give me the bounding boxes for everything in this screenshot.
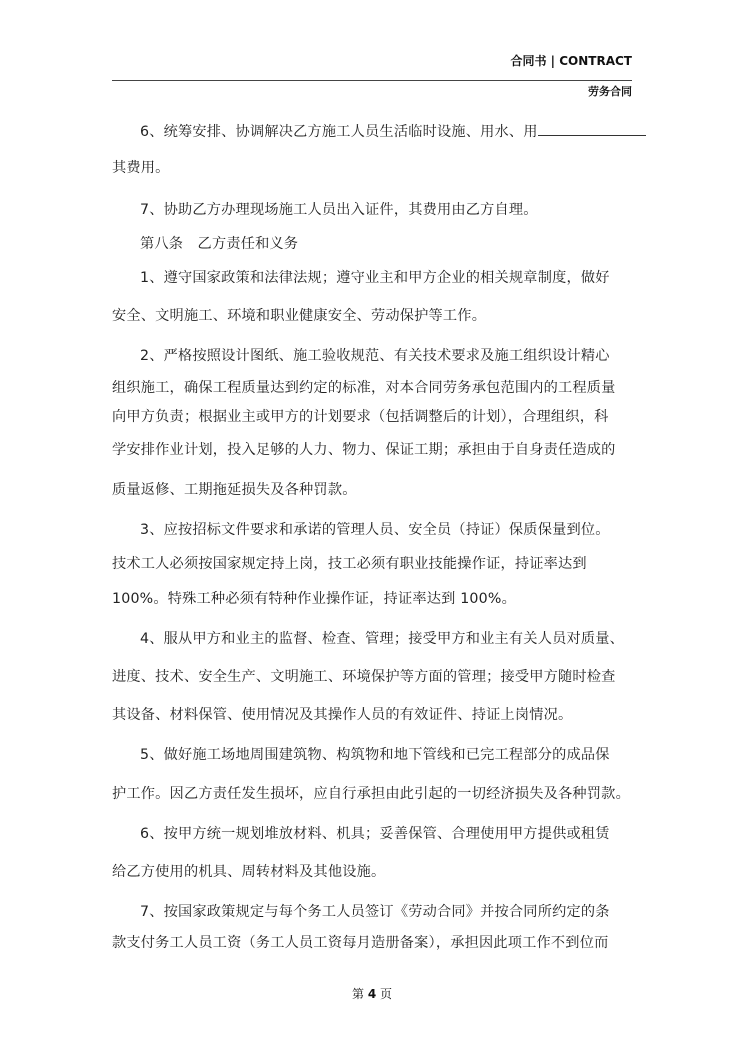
footer-prefix: 第 [351, 987, 364, 1001]
text-line: 安全、文明施工、环境和职业健康安全、劳动保护等工作。 [112, 308, 487, 324]
text-line: 其费用。 [112, 160, 170, 176]
text-line: 其设备、材料保管、使用情况及其操作人员的有效证件、持证上岗情况。 [112, 707, 573, 723]
article-heading: 第八条 乙方责任和义务 [140, 236, 299, 252]
text-line: 给乙方使用的机具、周转材料及其他设施。 [112, 864, 386, 880]
fill-in-blank [538, 121, 646, 136]
text-line: 4、服从甲方和业主的监督、检查、管理；接受甲方和业主有关人员对质量、 [140, 631, 625, 647]
text-line: 1、遵守国家政策和法律法规；遵守业主和甲方企业的相关规章制度，做好 [140, 270, 610, 286]
page-number: 4 [367, 987, 377, 1001]
text-line: 护工作。因乙方责任发生损坏，应自行承担由此引起的一切经济损失及各种罚款。 [112, 786, 630, 802]
text-line: 100%。特殊工种必须有特种作业操作证，持证率达到 100%。 [112, 591, 516, 607]
text-line: 7、协助乙方办理现场施工人员出入证件，其费用由乙方自理。 [140, 202, 538, 218]
text-line: 向甲方负责；根据业主或甲方的计划要求（包括调整后的计划），合理组织，科 [112, 409, 609, 425]
text-line: 7、按国家政策规定与每个务工人员签订《劳动合同》并按合同所约定的条 [140, 904, 610, 920]
header-subtitle: 劳务合同 [588, 85, 632, 98]
text-line: 5、做好施工场地周围建筑物、构筑物和地下管线和已完工程部分的成品保 [140, 747, 610, 763]
header-title: 合同书 | CONTRACT [510, 54, 632, 68]
text-line: 组织施工，确保工程质量达到约定的标准，对本合同劳务承包范围内的工程质量 [112, 380, 616, 396]
text-line: 2、严格按照设计图纸、施工验收规范、有关技术要求及施工组织设计精心 [140, 348, 610, 364]
text-line: 3、应按招标文件要求和承诺的管理人员、安全员（持证）保质保量到位。 [140, 522, 610, 538]
footer-suffix: 页 [380, 987, 393, 1001]
text-line: 6、统筹安排、协调解决乙方施工人员生活临时设施、用水、用 [140, 121, 646, 142]
text-line: 技术工人必须按国家规定持上岗，技工必须有职业技能操作证，持证率达到 [112, 556, 587, 572]
text-line: 6、按甲方统一规划堆放材料、机具；妥善保管、合理使用甲方提供或租赁 [140, 826, 610, 842]
header-rule [112, 80, 632, 81]
text-line: 质量返修、工期拖延损失及各种罚款。 [112, 482, 357, 498]
page-footer [0, 985, 744, 1002]
text-line: 学安排作业计划，投入足够的人力、物力、保证工期；承担由于自身责任造成的 [112, 442, 616, 458]
text-line: 进度、技术、安全生产、文明施工、环境保护等方面的管理；接受甲方随时检查 [112, 669, 616, 685]
text-line: 款支付务工人员工资（务工人员工资每月造册备案），承担因此项工作不到位而 [112, 935, 609, 951]
